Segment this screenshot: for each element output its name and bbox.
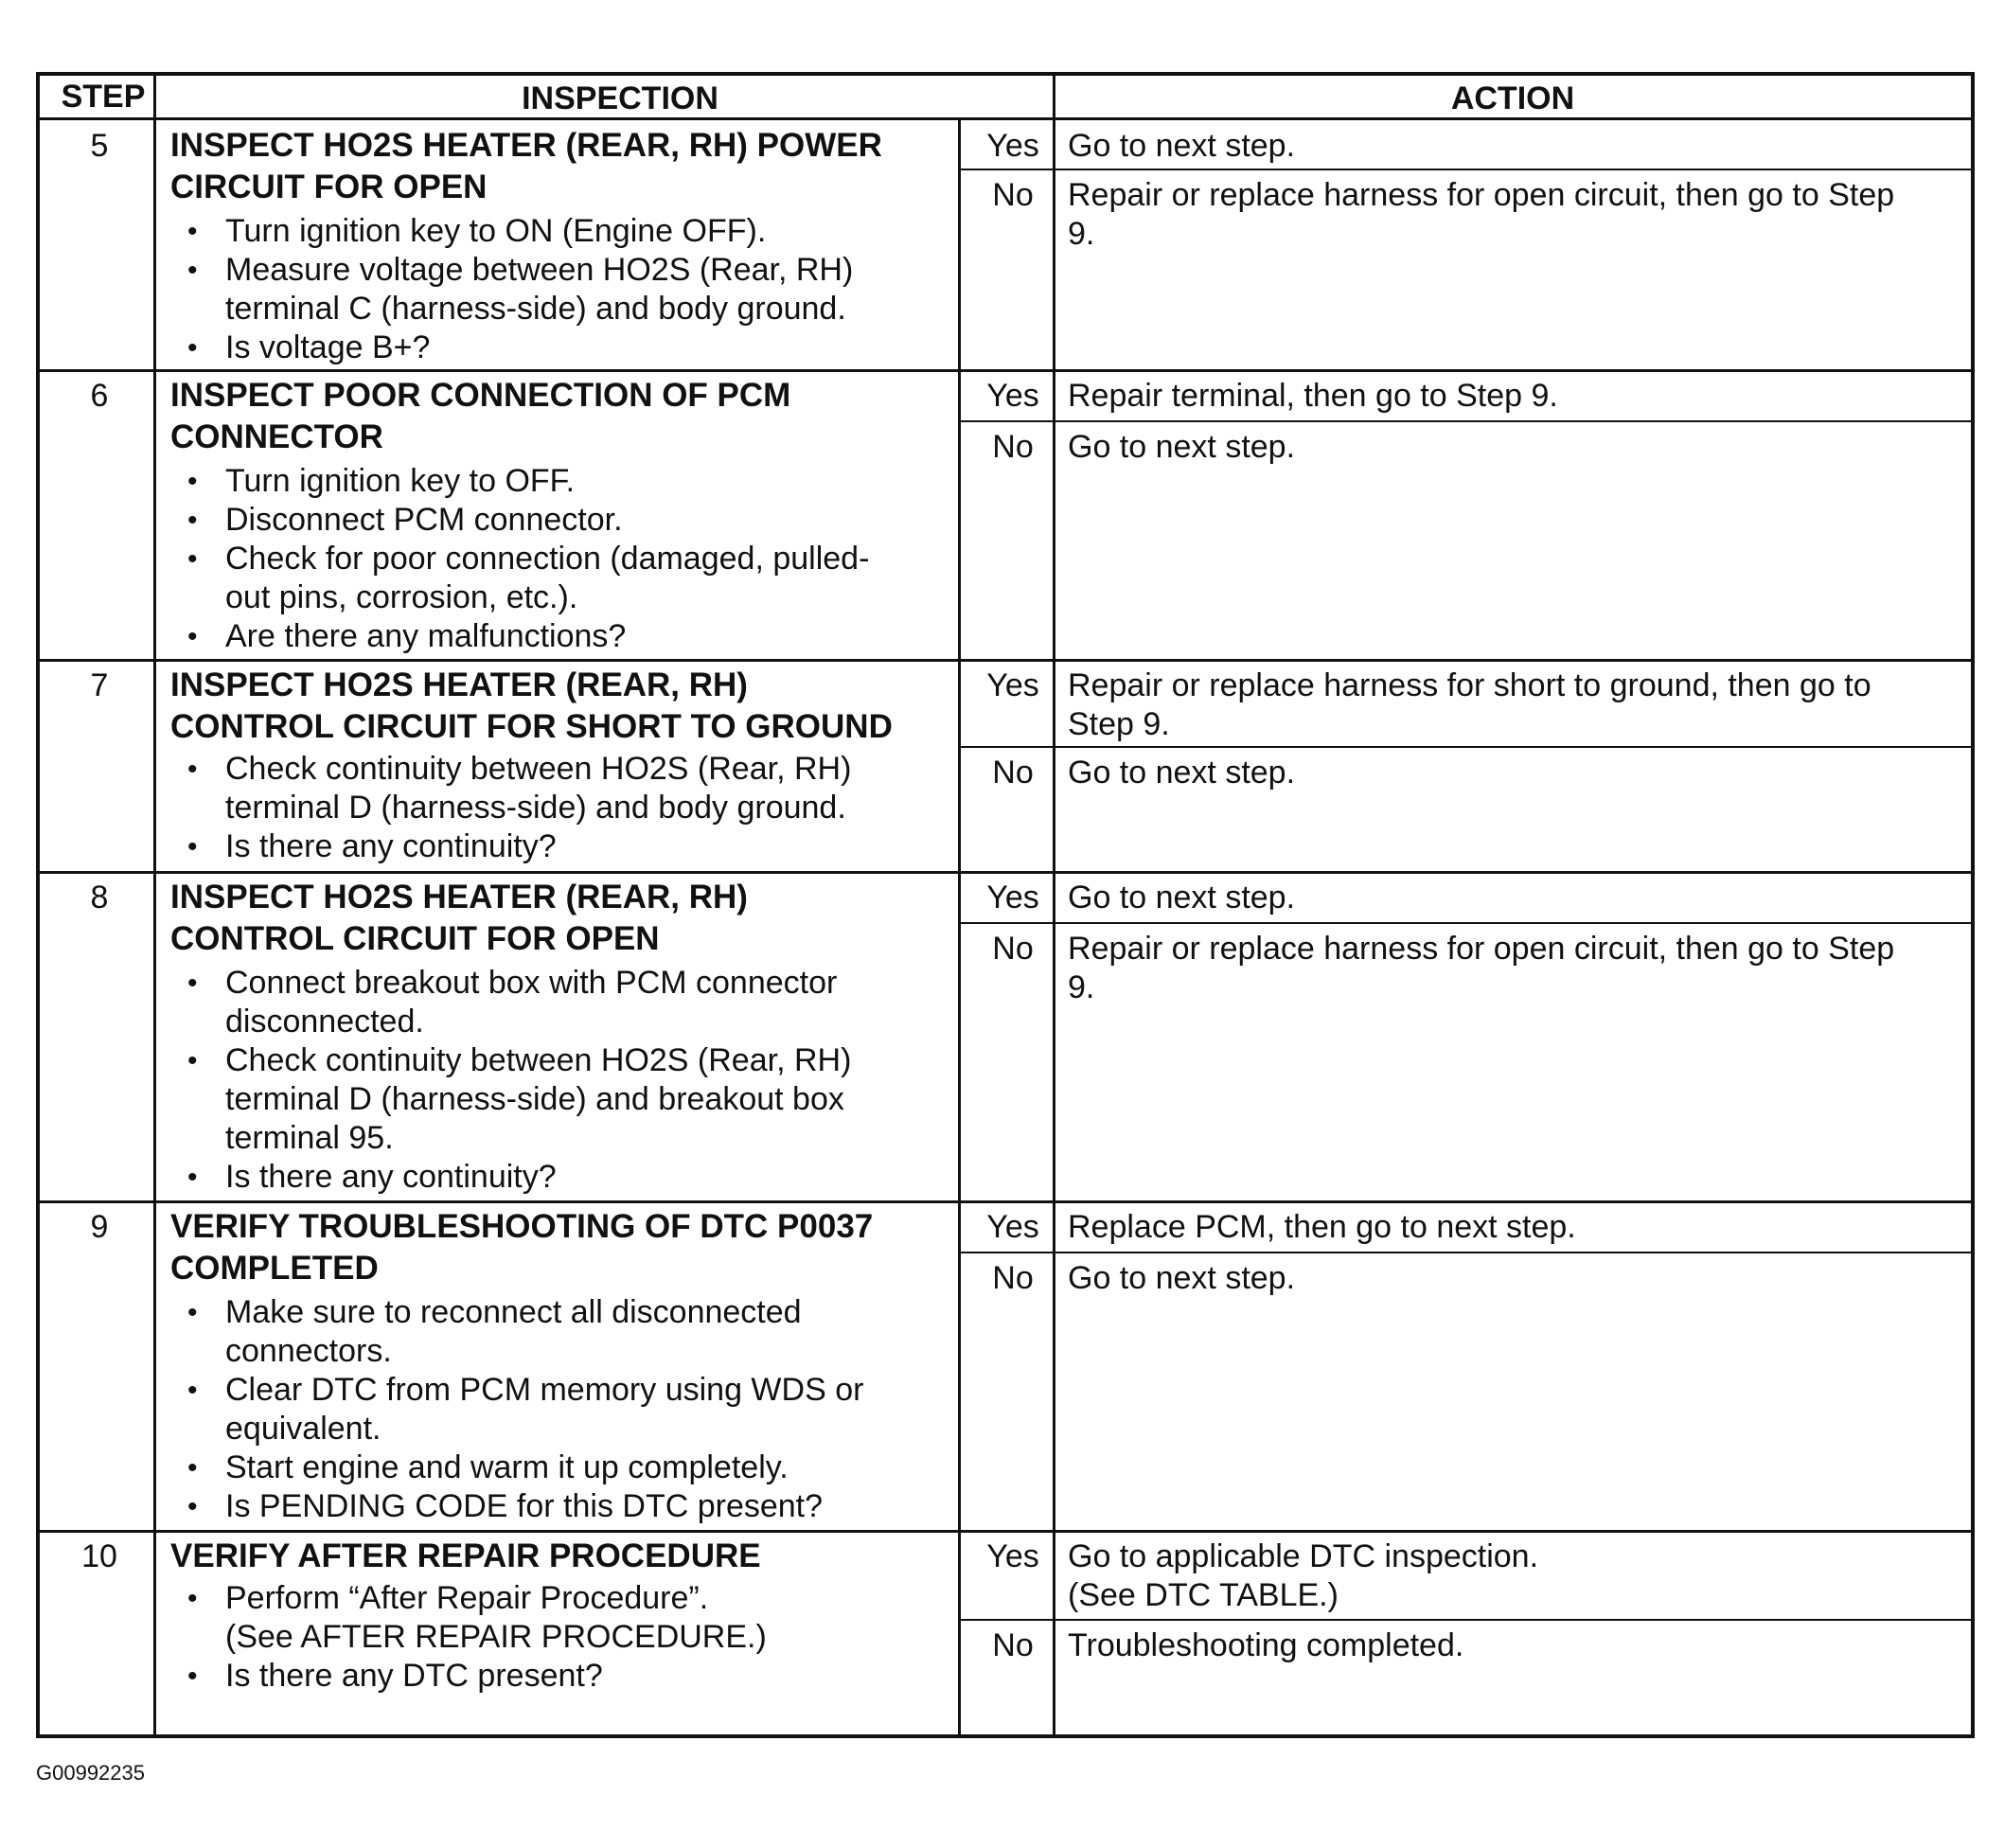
bullet-item: • Clear DTC from PCM memory using WDS or equivalent. bbox=[170, 1371, 863, 1448]
step-title: INSPECT POOR CONNECTION OF PCM CONNECTOR bbox=[170, 377, 791, 455]
grid-line bbox=[958, 117, 961, 1734]
grid-line bbox=[958, 1619, 1971, 1621]
grid-line bbox=[40, 871, 1971, 874]
step-number: 8 bbox=[90, 880, 109, 915]
step-bullets bbox=[170, 1579, 767, 1696]
grid-line bbox=[958, 169, 1971, 170]
header-inspection: INSPECTION bbox=[522, 80, 718, 116]
step-title: INSPECT HO2S HEATER (REAR, RH) POWER CIRCUIT FOR OPEN bbox=[170, 127, 882, 205]
bullet-item: • Is voltage B+? bbox=[170, 329, 853, 367]
step-number: 7 bbox=[90, 667, 109, 703]
bullet-item: • Is there any continuity? bbox=[170, 1158, 851, 1197]
step-bullets bbox=[170, 462, 869, 656]
bullet-item: • Turn ignition key to OFF. bbox=[170, 462, 869, 501]
step-title: INSPECT HO2S HEATER (REAR, RH) CONTROL CIRCUIT FOR SHORT TO GROUND bbox=[170, 666, 893, 745]
grid-line bbox=[958, 1252, 1971, 1253]
figure-id: G00992235 bbox=[36, 1761, 145, 1785]
yes-action: Replace PCM, then go to next step. bbox=[1068, 1209, 1576, 1245]
step-bullets bbox=[170, 212, 853, 367]
grid-line bbox=[40, 1200, 1971, 1203]
bullet-item: • Check continuity between HO2S (Rear, RH) terminal D (harness-side) and breakout box terminal 95. bbox=[170, 1041, 851, 1158]
step-number: 5 bbox=[90, 128, 109, 164]
no-action: Troubleshooting completed. bbox=[1068, 1627, 1464, 1663]
bullet-item: • Disconnect PCM connector. bbox=[170, 501, 869, 540]
bullet-item: • Check for poor connection (damaged, pulled- out pins, corrosion, etc.). bbox=[170, 540, 869, 617]
no-label: No bbox=[992, 755, 1034, 791]
step-number: 6 bbox=[90, 378, 109, 414]
step-bullets bbox=[170, 1293, 863, 1526]
step-number: 9 bbox=[90, 1209, 109, 1245]
grid-line bbox=[958, 746, 1971, 748]
no-label: No bbox=[992, 931, 1034, 967]
bullet-item: • Is PENDING CODE for this DTC present? bbox=[170, 1487, 863, 1526]
no-action: Go to next step. bbox=[1068, 429, 1296, 465]
grid-line bbox=[153, 76, 156, 1734]
grid-line bbox=[958, 922, 1971, 924]
bullet-item: • Start engine and warm it up completely. bbox=[170, 1448, 863, 1487]
bullet-item: • Make sure to reconnect all disconnected connectors. bbox=[170, 1293, 863, 1371]
yes-label: Yes bbox=[986, 1209, 1039, 1245]
grid-line bbox=[40, 659, 1971, 662]
grid-line bbox=[40, 1530, 1971, 1533]
grid-line bbox=[958, 420, 1971, 422]
step-number: 10 bbox=[81, 1538, 117, 1574]
no-action: Go to next step. bbox=[1068, 755, 1296, 791]
bullet-item: • Is there any continuity? bbox=[170, 827, 851, 866]
step-title: INSPECT HO2S HEATER (REAR, RH) CONTROL CIRCUIT FOR OPEN bbox=[170, 879, 748, 957]
yes-action: Repair or replace harness for short to ground, then go to Step 9. bbox=[1068, 667, 1871, 742]
no-action: Repair or replace harness for open circuit, then go to Step 9. bbox=[1068, 177, 1895, 252]
grid-line bbox=[40, 117, 1971, 120]
header-step: STEP bbox=[61, 79, 146, 115]
step-title: VERIFY AFTER REPAIR PROCEDURE bbox=[170, 1537, 761, 1574]
no-label: No bbox=[992, 177, 1034, 213]
yes-label: Yes bbox=[986, 667, 1039, 703]
bullet-item: • Check continuity between HO2S (Rear, RH) terminal D (harness-side) and body ground. bbox=[170, 750, 851, 827]
yes-label: Yes bbox=[986, 128, 1039, 164]
header-action: ACTION bbox=[1450, 80, 1575, 116]
no-action: Repair or replace harness for open circuit, then go to Step 9. bbox=[1068, 931, 1895, 1005]
yes-action: Go to next step. bbox=[1068, 128, 1296, 164]
no-label: No bbox=[992, 1627, 1034, 1663]
no-label: No bbox=[992, 429, 1034, 465]
yes-action: Go to next step. bbox=[1068, 880, 1296, 915]
grid-line bbox=[1053, 76, 1055, 1734]
yes-action: Go to applicable DTC inspection. (See DTC TABLE.) bbox=[1068, 1538, 1539, 1613]
step-bullets bbox=[170, 964, 851, 1197]
yes-label: Yes bbox=[986, 880, 1039, 915]
yes-label: Yes bbox=[986, 378, 1039, 414]
step-bullets bbox=[170, 750, 851, 866]
bullet-item: • Measure voltage between HO2S (Rear, RH) terminal C (harness-side) and body ground. bbox=[170, 251, 853, 329]
bullet-item: • Are there any malfunctions? bbox=[170, 617, 869, 656]
bullet-item: • Is there any DTC present? bbox=[170, 1657, 767, 1696]
inspection-table bbox=[36, 72, 1975, 1738]
grid-line bbox=[40, 369, 1971, 372]
yes-action: Repair terminal, then go to Step 9. bbox=[1068, 378, 1558, 414]
bullet-item: • Perform “After Repair Procedure”. (See AFTER REPAIR PROCEDURE.) bbox=[170, 1579, 767, 1657]
bullet-item: • Connect breakout box with PCM connector disconnected. bbox=[170, 964, 851, 1041]
yes-label: Yes bbox=[986, 1538, 1039, 1574]
bullet-item: • Turn ignition key to ON (Engine OFF). bbox=[170, 212, 853, 251]
no-action: Go to next step. bbox=[1068, 1260, 1296, 1296]
no-label: No bbox=[992, 1260, 1034, 1296]
step-title: VERIFY TROUBLESHOOTING OF DTC P0037 COMPLETED bbox=[170, 1208, 874, 1287]
